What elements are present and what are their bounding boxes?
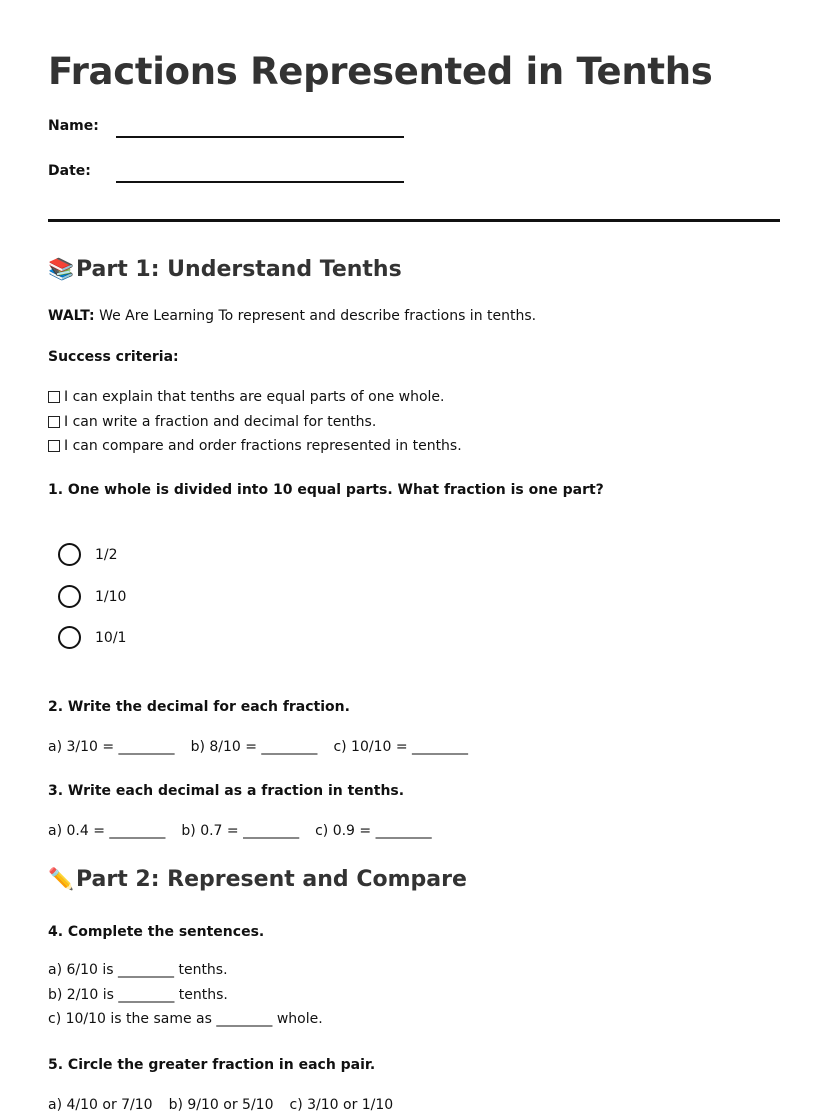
q3-item[interactable]: c) 0.9 = ________ [315,823,432,839]
q4-sentences [48,958,323,1032]
q1-option[interactable]: 1/10 [58,585,126,608]
q4-item[interactable]: a) 6/10 is ________ tenths. [48,962,228,978]
date-label: Date: [48,163,91,179]
radio-button[interactable] [58,543,81,566]
q5-item[interactable]: a) 4/10 or 7/10 [48,1097,153,1113]
part2-heading [48,867,467,892]
q2-answers [48,739,484,755]
header-divider [48,219,780,222]
date-blank-line[interactable] [116,181,404,183]
walt-label: WALT: [48,308,95,324]
question-5: 5. Circle the greater fraction in each pair. [48,1057,376,1073]
radio-button[interactable] [58,626,81,649]
criteria-item: I can write a fraction and decimal for tenths. [48,410,462,435]
q1-option[interactable]: 10/1 [58,626,126,649]
question-3: 3. Write each decimal as a fraction in tenths. [48,783,405,799]
part1-heading [48,257,402,282]
q4-item[interactable]: c) 10/10 is the same as ________ whole. [48,1011,323,1027]
q3-item[interactable]: b) 0.7 = ________ [181,823,300,839]
q4-item[interactable]: b) 2/10 is ________ tenths. [48,986,228,1003]
part1-heading-text: Part 1: Understand Tenths [76,257,402,282]
books-icon: 📚 [48,257,75,281]
question-4: 4. Complete the sentences. [48,924,265,940]
q2-item[interactable]: a) 3/10 = ________ [48,739,175,755]
part2-heading-text: Part 2: Represent and Compare [76,867,467,892]
q2-item[interactable]: b) 8/10 = ________ [190,739,318,755]
checkbox-icon[interactable] [48,440,60,452]
q2-item[interactable]: c) 10/10 = ________ [333,739,469,755]
q1-option[interactable]: 1/2 [58,543,118,566]
success-criteria-list [48,385,462,459]
success-criteria-label: Success criteria: [48,349,179,365]
criteria-item: I can explain that tenths are equal parts of one whole. [48,385,462,410]
q3-item[interactable]: a) 0.4 = ________ [48,823,166,839]
walt-text: We Are Learning To represent and describe fractions in tenths. [94,308,537,324]
q5-item[interactable]: c) 3/10 or 1/10 [289,1097,394,1113]
checkbox-icon[interactable] [48,391,60,403]
question-2: 2. Write the decimal for each fraction. [48,699,350,715]
criteria-item: I can compare and order fractions represented in tenths. [48,434,462,459]
question-1: 1. One whole is divided into 10 equal parts. What fraction is one part? [48,482,604,498]
checkbox-icon[interactable] [48,416,60,428]
q3-answers [48,823,448,839]
pencil-icon: ✏️ [48,867,75,891]
walt-line [48,308,536,324]
name-label: Name: [48,118,99,134]
q5-item[interactable]: b) 9/10 or 5/10 [168,1097,274,1113]
name-blank-line[interactable] [116,136,404,138]
radio-button[interactable] [58,585,81,608]
page-title: Fractions Represented in Tenths [48,50,713,93]
q5-pairs [48,1097,409,1113]
